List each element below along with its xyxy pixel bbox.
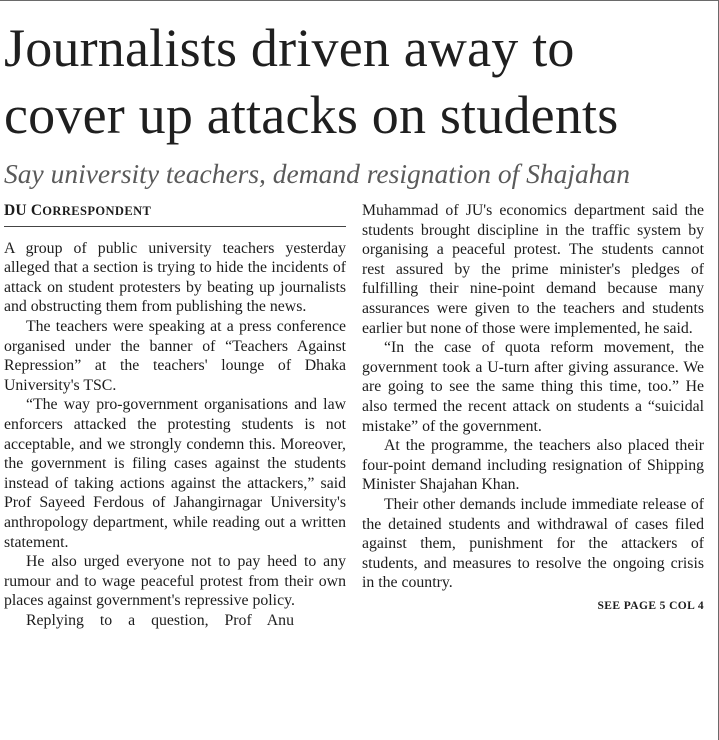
paragraph: He also urged everyone not to pay heed to any rumour and to wage peaceful protest from their own places against government's repressive policy. (4, 553, 346, 610)
paragraph: Muhammad of JU's economics department said the students brought discipline in the traffic system by organising a peaceful protest. The students cannot rest assured by the prime minister's pledges of fulfilling their nine-point demand because many assurances were given to the teachers and students earlier but none of those were implemented, he said. (362, 202, 704, 337)
byline-initial: DU C (4, 202, 43, 219)
headline-line-1: Journalists driven away to (4, 18, 575, 78)
paragraph: The teachers were speaking at a press conference organised under the banner of “Teachers Against Repression” at the teachers' lounge of Dhaka University's TSC. (4, 317, 346, 394)
paragraph: Their other demands include immediate release of the detained students and withdrawal of cases filed against them, punishment for the attackers of students, and measures to resolve the ongoing crisis in the country. (362, 495, 704, 592)
subheadline: Say university teachers, demand resignation of Shajahan (4, 158, 631, 189)
headline-line-2: cover up attacks on students (4, 85, 619, 145)
column-right (362, 201, 704, 616)
continuation-note: SEE PAGE 5 COL 4 (597, 599, 704, 612)
column-left (4, 201, 346, 630)
byline-rest: ORRESPONDENT (42, 204, 152, 218)
headline (4, 15, 716, 149)
paragraph: “The way pro-government organisations and law enforcers attacked the protesting students is not acceptable, and we strongly condemn this. Moreover, the government is filing cases against the students instead of taking actions against the attackers,” said Prof Sayeed Ferdous of Jahangirnagar University's anthropology department, while reading out a written statement. (4, 396, 346, 551)
paragraph: Replying to a question, Prof Anu (26, 611, 294, 629)
paragraph: “In the case of quota reform movement, the government took a U-turn after giving assurance. We are going to see the same thing this time, too.” He also termed the recent attack on students a “suicidal mistake” of the government. (362, 339, 704, 435)
paragraph: A group of public university teachers yesterday alleged that a section is trying to hide the incidents of attack on student protesters by beating up journalists and obstructing them from publishing the news. (4, 239, 346, 316)
byline (4, 201, 346, 227)
paragraph: At the programme, the teachers also placed their four-point demand including resignation of Shipping Minister Shajahan Khan. (362, 437, 704, 494)
